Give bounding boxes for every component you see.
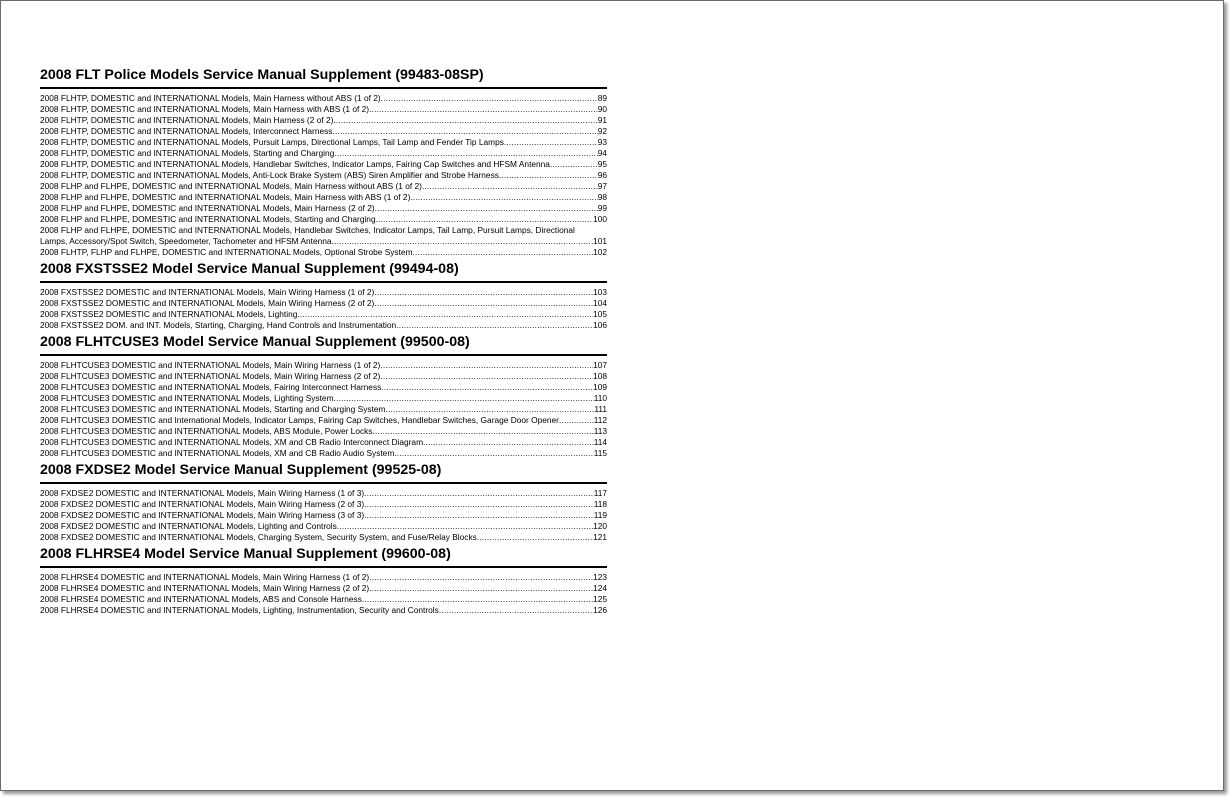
toc-entry-title: 2008 FLHTCUSE3 DOMESTIC and INTERNATIONAL Models, Lighting System (40, 393, 334, 403)
dot-leader (333, 115, 597, 126)
dot-leader (297, 309, 593, 320)
toc-entry-list (40, 93, 607, 258)
toc-entry[interactable] (40, 225, 607, 247)
toc-entry-page: 114 (593, 437, 607, 447)
toc-entry-page: 104 (593, 298, 607, 308)
toc-entry-page: 106 (593, 320, 607, 330)
toc-section (40, 334, 607, 459)
toc-section (40, 261, 607, 331)
toc-entry[interactable] (40, 104, 607, 115)
toc-entry-page: 113 (593, 426, 607, 436)
toc-entry-page: 90 (597, 104, 607, 114)
toc-entry[interactable] (40, 583, 607, 594)
dot-leader (380, 360, 593, 371)
toc-entry[interactable] (40, 203, 607, 214)
toc-entry-title: 2008 FLHTP, DOMESTIC and INTERNATIONAL Models, Anti-Lock Brake System (ABS) Siren Amplifier and Strobe Harness (40, 170, 499, 180)
toc-entry[interactable] (40, 521, 607, 532)
toc-entry-list (40, 360, 607, 459)
toc-entry[interactable] (40, 488, 607, 499)
dot-leader (369, 583, 593, 594)
dot-leader (332, 126, 597, 137)
toc-entry[interactable] (40, 192, 607, 203)
toc-entry-title: 2008 FLHTP, DOMESTIC and INTERNATIONAL Models, Main Harness without ABS (1 of 2) (40, 93, 381, 103)
dot-leader (380, 371, 593, 382)
toc-entry-title: 2008 FLHTCUSE3 DOMESTIC and INTERNATIONAL Models, Starting and Charging System (40, 404, 386, 414)
toc-entry-title: 2008 FLHP and FLHPE, DOMESTIC and INTERNATIONAL Models, Main Harness (2 of 2) (40, 203, 375, 213)
dot-leader (413, 247, 594, 258)
toc-entry-page: 123 (593, 572, 607, 582)
toc-entry-list (40, 488, 607, 543)
toc-entry-page: 102 (593, 247, 607, 257)
dot-leader (410, 192, 597, 203)
toc-entry-title: 2008 FLHTP, DOMESTIC and INTERNATIONAL Models, Interconnect Harness (40, 126, 333, 136)
toc-entry-page: 103 (593, 287, 607, 297)
toc-entry[interactable] (40, 126, 607, 137)
toc-entry-title: 2008 FXSTSSE2 DOMESTIC and INTERNATIONAL Models, Lighting (40, 309, 298, 319)
toc-entry-page: 94 (597, 148, 607, 158)
toc-entry-page: 117 (593, 488, 607, 498)
toc-entry[interactable] (40, 426, 607, 437)
toc-entry-page: 115 (593, 448, 607, 458)
toc-entry[interactable] (40, 360, 607, 371)
toc-entry-page: 98 (597, 192, 607, 202)
dot-leader (504, 137, 598, 148)
dot-leader (334, 148, 597, 159)
toc-entry-title: 2008 FLHTCUSE3 DOMESTIC and INTERNATIONAL Models, XM and CB Radio Interconnect Diagram (40, 437, 424, 447)
toc-entry-title: 2008 FLHRSE4 DOMESTIC and INTERNATIONAL Models, Lighting, Instrumentation, Security and Controls (40, 605, 439, 615)
dot-leader (559, 415, 594, 426)
toc-entry-title: 2008 FLHTCUSE3 DOMESTIC and INTERNATIONAL Models, XM and CB Radio Audio System (40, 448, 395, 458)
toc-entry-title: 2008 FXDSE2 DOMESTIC and INTERNATIONAL Models, Charging System, Security System, and Fuse/Relay Blocks (40, 532, 477, 542)
toc-entry-page: 126 (593, 605, 607, 615)
toc-entry-page: 124 (593, 583, 607, 593)
toc-entry-title: 2008 FLHTCUSE3 DOMESTIC and International Models, Indicator Lamps, Fairing Cap Switches, Handlebar Switches, Garage Door Opener (40, 415, 559, 425)
toc-entry[interactable] (40, 510, 607, 521)
dot-leader (337, 521, 593, 532)
toc-entry-page: 97 (597, 181, 607, 191)
toc-entry-title: 2008 FLHTCUSE3 DOMESTIC and INTERNATIONAL Models, Main Wiring Harness (1 of 2) (40, 360, 381, 370)
toc-entry-title: 2008 FLHRSE4 DOMESTIC and INTERNATIONAL Models, Main Wiring Harness (1 of 2) (40, 572, 370, 582)
toc-entry[interactable] (40, 415, 607, 426)
dot-leader (369, 572, 593, 583)
toc-section (40, 67, 607, 258)
toc-entry-title: 2008 FXSTSSE2 DOMESTIC and INTERNATIONAL Models, Main Wiring Harness (2 of 2) (40, 298, 375, 308)
dot-leader (439, 605, 593, 616)
section-title: 2008 FLHRSE4 Model Service Manual Supplement (99600-08) (40, 546, 607, 568)
section-title: 2008 FLHTCUSE3 Model Service Manual Supplement (99500-08) (40, 334, 607, 356)
toc-entry-page: 109 (593, 382, 607, 392)
toc-section (40, 546, 607, 616)
toc-entry-title: 2008 FLHTP, DOMESTIC and INTERNATIONAL Models, Handlebar Switches, Indicator Lamps, Fairing Cap Switches and HFSM Antenna (40, 159, 550, 169)
toc-entry-title: 2008 FXDSE2 DOMESTIC and INTERNATIONAL Models, Main Wiring Harness (3 of 3) (40, 510, 365, 520)
toc-entry[interactable] (40, 499, 607, 510)
dot-leader (364, 510, 594, 521)
toc-entry[interactable] (40, 214, 607, 225)
toc-entry-page: 99 (597, 203, 607, 213)
toc-entry-page: 118 (593, 499, 607, 509)
toc-entry-title: 2008 FXSTSSE2 DOMESTIC and INTERNATIONAL Models, Main Wiring Harness (1 of 2) (40, 287, 375, 297)
toc-entry-page: 110 (593, 393, 607, 403)
toc-entry[interactable] (40, 371, 607, 382)
dot-leader (396, 320, 593, 331)
toc-entry-title: 2008 FLHTP, DOMESTIC and INTERNATIONAL Models, Main Harness with ABS (1 of 2) (40, 104, 370, 114)
dot-leader (499, 170, 598, 181)
toc-section (40, 462, 607, 543)
toc-entry[interactable] (40, 320, 607, 331)
toc-entry[interactable] (40, 287, 607, 298)
toc-entry-title: 2008 FLHP and FLHPE, DOMESTIC and INTERNATIONAL Models, Main Harness with ABS (1 of 2) (40, 192, 411, 202)
toc-entry-title: 2008 FLHTCUSE3 DOMESTIC and INTERNATIONAL Models, Main Wiring Harness (2 of 2) (40, 371, 381, 381)
toc-entry-title: 2008 FLHTP, DOMESTIC and INTERNATIONAL Models, Main Harness (2 of 2) (40, 115, 334, 125)
dot-leader (374, 298, 593, 309)
toc-entry-title: 2008 FXDSE2 DOMESTIC and INTERNATIONAL Models, Main Wiring Harness (2 of 3) (40, 499, 365, 509)
toc-entry-page: 89 (597, 93, 607, 103)
dot-leader (376, 214, 593, 225)
dot-leader (385, 404, 594, 415)
toc-entry[interactable] (40, 115, 607, 126)
toc-entry[interactable] (40, 448, 607, 459)
toc-entry[interactable] (40, 298, 607, 309)
toc-entry-title: 2008 FXSTSSE2 DOM. and INT. Models, Starting, Charging, Hand Controls and Instrumentation (40, 320, 397, 330)
toc-entry-page: 108 (593, 371, 607, 381)
dot-leader (423, 437, 594, 448)
dot-leader (364, 499, 594, 510)
dot-leader (374, 287, 593, 298)
toc-entry-page: 93 (597, 137, 607, 147)
table-of-contents (40, 67, 607, 616)
dot-leader (334, 393, 594, 404)
section-title: 2008 FXSTSSE2 Model Service Manual Supplement (99494-08) (40, 261, 607, 283)
toc-entry[interactable] (40, 137, 607, 148)
toc-entry-page: 95 (597, 159, 607, 169)
dot-leader (372, 426, 593, 437)
toc-entry[interactable] (40, 148, 607, 159)
toc-entry-page: 125 (593, 594, 607, 604)
toc-entry[interactable] (40, 605, 607, 616)
dot-leader (422, 181, 598, 192)
toc-entry-title: 2008 FLHTP, FLHP and FLHPE, DOMESTIC and INTERNATIONAL Models, Optional Strobe System (40, 247, 413, 257)
section-title: 2008 FXDSE2 Model Service Manual Supplement (99525-08) (40, 462, 607, 484)
toc-entry-page: 121 (593, 532, 607, 542)
toc-entry-title: 2008 FLHRSE4 DOMESTIC and INTERNATIONAL Models, ABS and Console Harness (40, 594, 362, 604)
toc-entry-title: 2008 FLHTCUSE3 DOMESTIC and INTERNATIONAL Models, ABS Module, Power Locks (40, 426, 373, 436)
toc-entry[interactable] (40, 404, 607, 415)
toc-entry-title: 2008 FLHP and FLHPE, DOMESTIC and INTERNATIONAL Models, Main Harness without ABS (1 of 2) (40, 181, 422, 191)
toc-entry[interactable] (40, 159, 607, 170)
toc-entry[interactable] (40, 181, 607, 192)
dot-leader (375, 203, 598, 214)
toc-entry-page: 111 (594, 404, 607, 414)
toc-entry-title: 2008 FXDSE2 DOMESTIC and INTERNATIONAL Models, Lighting and Controls (40, 521, 337, 531)
toc-entry[interactable] (40, 393, 607, 404)
toc-entry-page: 120 (593, 521, 607, 531)
dot-leader (362, 594, 593, 605)
toc-entry-title: 2008 FLHTP, DOMESTIC and INTERNATIONAL Models, Pursuit Lamps, Directional Lamps, Tail Lamp and Fender Tip Lamps (40, 137, 504, 147)
toc-entry-page: 91 (597, 115, 607, 125)
dot-leader (394, 448, 593, 459)
toc-entry-list (40, 572, 607, 616)
dot-leader (364, 488, 594, 499)
section-title: 2008 FLT Police Models Service Manual Supplement (99483-08SP) (40, 67, 607, 89)
toc-entry-title: 2008 FXDSE2 DOMESTIC and INTERNATIONAL Models, Main Wiring Harness (1 of 3) (40, 488, 365, 498)
dot-leader (381, 93, 598, 104)
dot-leader (477, 532, 593, 543)
toc-entry[interactable] (40, 93, 607, 104)
dot-leader (550, 159, 598, 170)
dot-leader (381, 382, 593, 393)
toc-entry[interactable] (40, 594, 607, 605)
toc-entry-page: 107 (593, 360, 607, 370)
toc-entry-page: 101 (593, 236, 607, 246)
toc-entry[interactable] (40, 572, 607, 583)
dot-leader (332, 236, 594, 247)
toc-entry[interactable] (40, 247, 607, 258)
toc-entry[interactable] (40, 309, 607, 320)
toc-entry-page: 105 (593, 309, 607, 319)
toc-entry-page: 112 (593, 415, 607, 425)
toc-entry-page: 92 (597, 126, 607, 136)
toc-entry-title: 2008 FLHTCUSE3 DOMESTIC and INTERNATIONAL Models, Fairing Interconnect Harness (40, 382, 382, 392)
toc-entry-title: 2008 FLHP and FLHPE, DOMESTIC and INTERNATIONAL Models, Starting and Charging (40, 214, 376, 224)
toc-entry-title: 2008 FLHP and FLHPE, DOMESTIC and INTERNATIONAL Models, Handlebar Switches, Indicator Lamps, Tail Lamp, Pursuit Lamps, Directional (40, 225, 575, 235)
dot-leader (369, 104, 598, 115)
toc-entry-title: 2008 FLHRSE4 DOMESTIC and INTERNATIONAL Models, Main Wiring Harness (2 of 2) (40, 583, 370, 593)
toc-entry-list (40, 287, 607, 331)
toc-entry-page: 96 (597, 170, 607, 180)
toc-entry-title: 2008 FLHTP, DOMESTIC and INTERNATIONAL Models, Starting and Charging (40, 148, 335, 158)
toc-entry-title-continued: Lamps, Accessory/Spot Switch, Speedometer, Tachometer and HFSM Antenna (40, 236, 332, 246)
toc-entry[interactable] (40, 532, 607, 543)
toc-entry[interactable] (40, 437, 607, 448)
toc-entry[interactable] (40, 382, 607, 393)
toc-entry[interactable] (40, 170, 607, 181)
toc-entry-page: 119 (593, 510, 607, 520)
toc-entry-page: 100 (593, 214, 607, 224)
